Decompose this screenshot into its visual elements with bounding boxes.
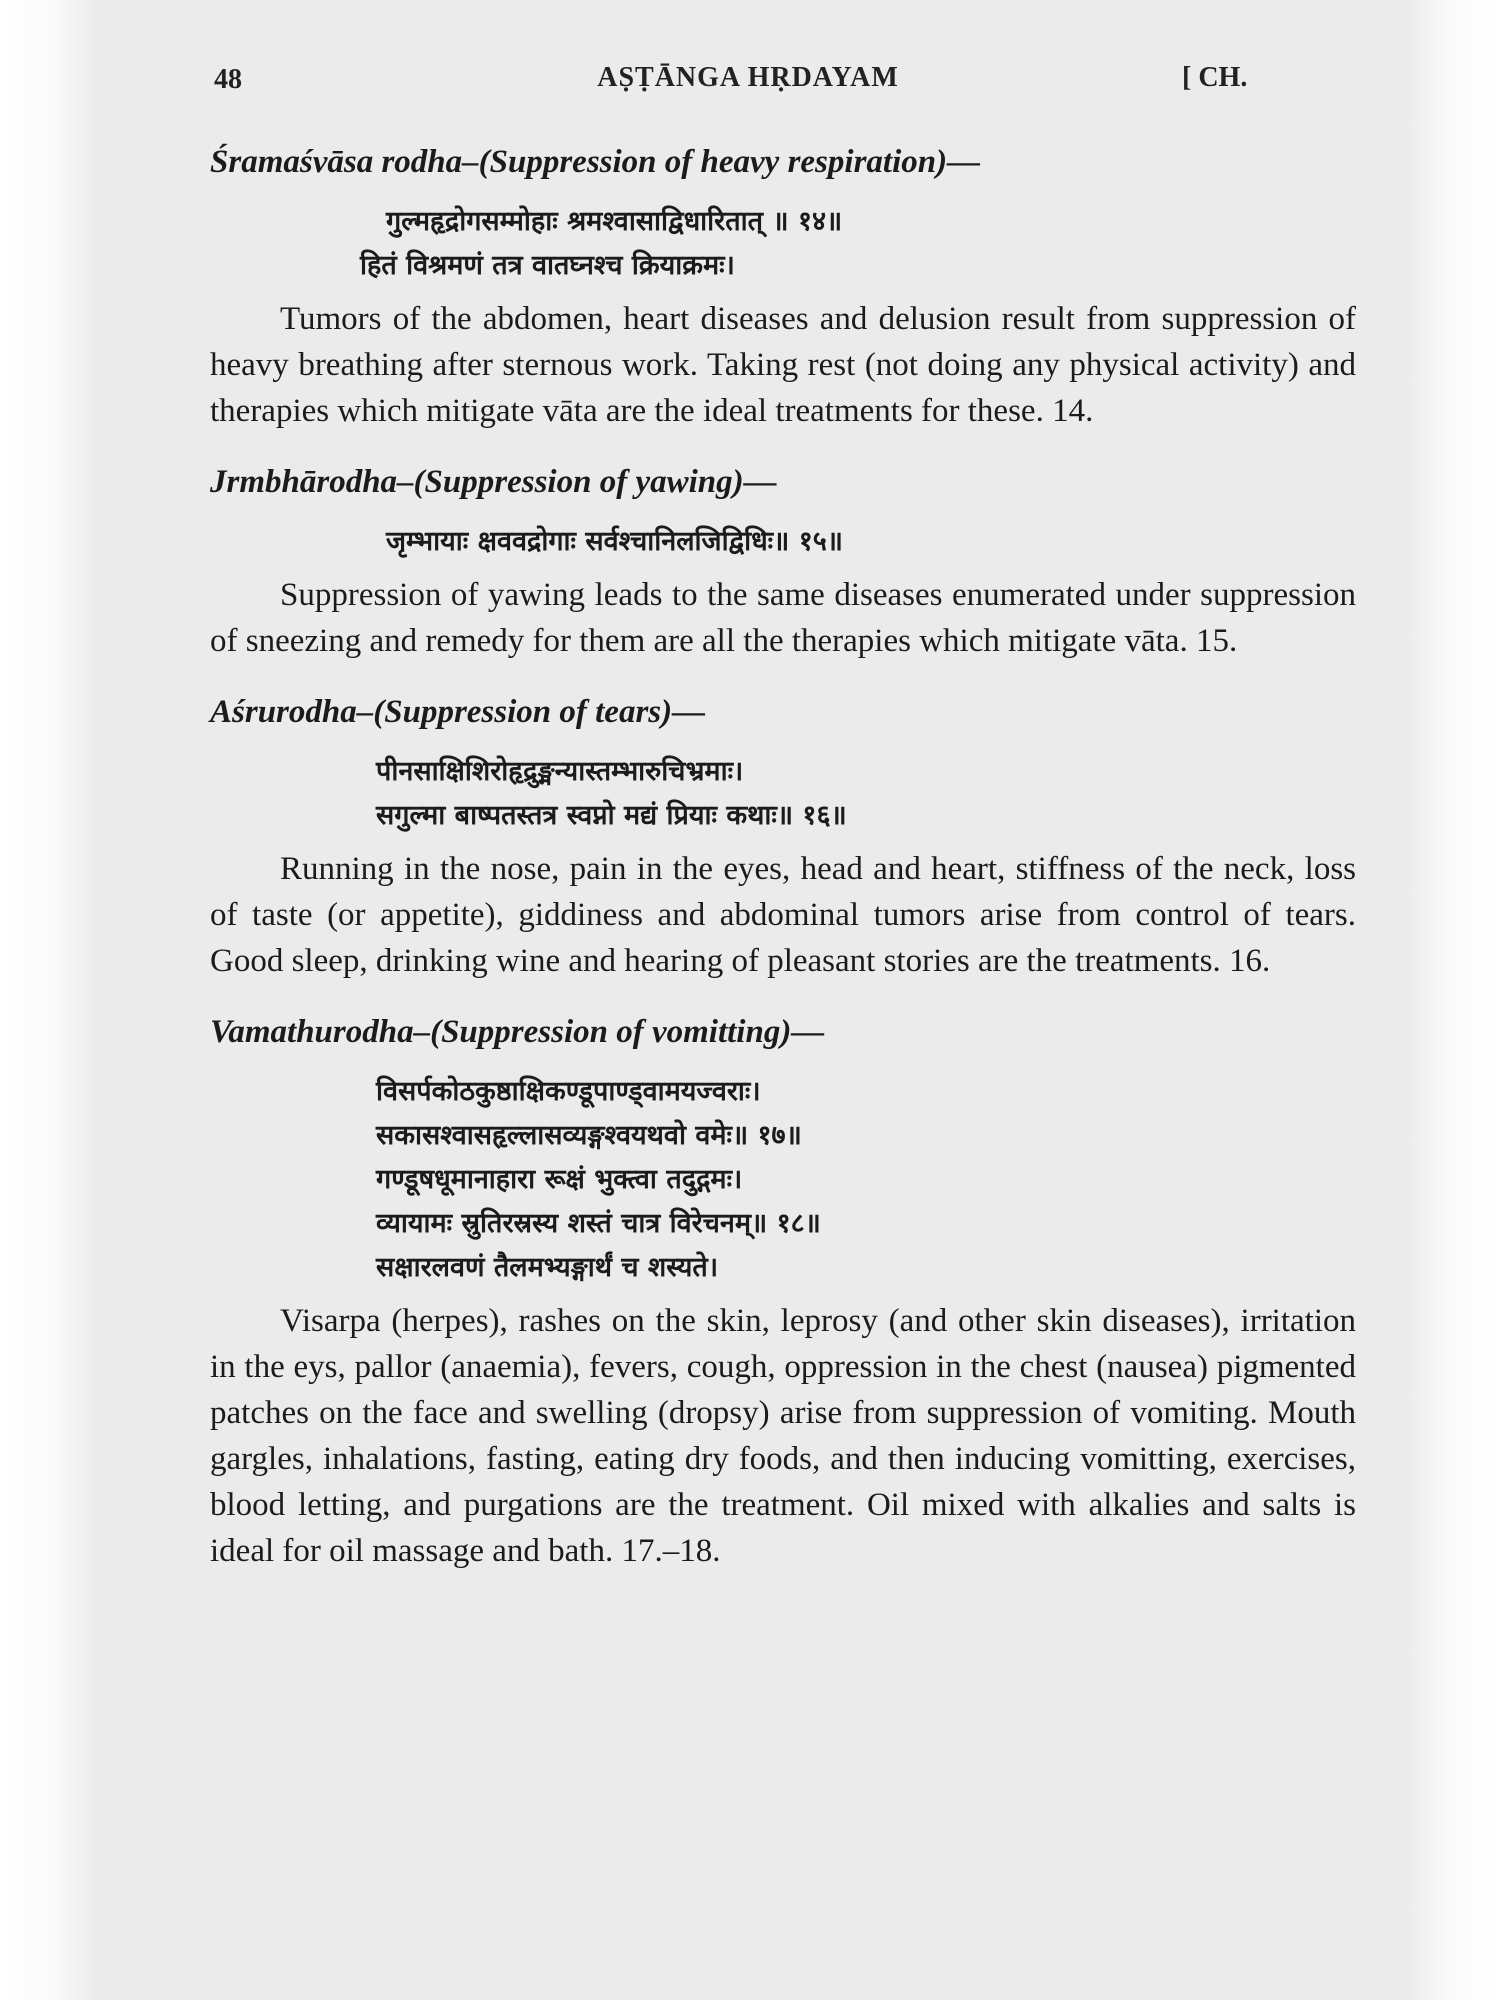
sanskrit-verse-line: गण्डूषधूमानाहारा रूक्षं भुक्त्वा तदुद्गमः। [376,1164,743,1195]
sanskrit-verse-line: व्यायामः स्रुतिरस्रस्य शस्तं चात्र विरेचनम्॥ १८॥ [376,1208,821,1239]
left-page-margin [0,0,92,2000]
book-page [92,0,1404,2000]
sanskrit-verse-line: गुल्महृद्रोगसम्मोहाः श्रमश्वासाद्विधारितात् ॥ १४॥ [386,206,843,237]
running-head [92,60,1404,100]
sanskrit-verse-block [210,750,1356,838]
translation-paragraph: Visarpa (herpes), rashes on the skin, leprosy (and other skin diseases), irritation in the eys, pallor (anaemia), fevers, cough, oppression in the chest (nausea) pigmented patches on the face and swelling (dropsy) arise from suppression of vomiting. Mouth gargles, inhalations, fasting, eating dry foods, and then inducing vomitting, exercises, blood letting, and purgations are the treatment. Oil mixed with alkalies and salts is ideal for oil massage and bath. 17.–18. [210,1303,1356,1569]
section-heading: Jrmbhārodha–(Suppression of yawing)— [210,464,777,500]
sanskrit-verse-line: सगुल्मा बाष्पतस्तत्र स्वप्नो मद्यं प्रियाः कथाः॥ १६॥ [376,800,847,831]
page-number: 48 [214,64,242,95]
translation-paragraph: Suppression of yawing leads to the same diseases enumerated under suppression of sneezing and remedy for them are all the therapies which mitigate vāta. 15. [210,577,1356,659]
chapter-mark: [ CH. [1182,62,1248,93]
section-heading: Śramaśvāsa rodha–(Suppression of heavy respiration)— [210,144,981,180]
sanskrit-verse-line: विसर्पकोठकुष्ठाक्षिकण्डूपाण्ड्वामयज्वराः। [376,1076,761,1107]
right-page-margin [1404,0,1500,2000]
section-vamathurodha [210,1010,1356,1574]
sanskrit-verse-line: सक्षारलवणं तैलमभ्यङ्गार्थं च शस्यते। [376,1252,719,1283]
page-content [210,140,1356,1600]
sanskrit-verse-line: सकासश्वासहृल्लासव्यङ्गश्वयथवो वमेः॥ १७॥ [376,1120,802,1151]
section-jrmbharodha [210,460,1356,664]
section-heading: Aśrurodha–(Suppression of tears)— [210,694,706,730]
book-title: AṢṬĀNGA HṚDAYAM [597,62,899,93]
translation-paragraph: Tumors of the abdomen, heart diseases and delusion result from suppression of heavy breathing after sternous work. Taking rest (not doing any physical activity) and therapies which mitigate vāta are the ideal treatments for these. 14. [210,301,1356,429]
sanskrit-verse-line: जृम्भायाः क्षववद्रोगाः सर्वश्चानिलजिद्विधिः॥ १५॥ [386,526,843,557]
sanskrit-verse-line: हितं विश्रमणं तत्र वातघ्नश्च क्रियाक्रमः। [360,250,735,281]
section-asrurodha [210,690,1356,984]
sanskrit-verse-block [210,1070,1356,1290]
section-sramasvasa-rodha [210,140,1356,434]
sanskrit-verse-block [210,200,1356,288]
translation-paragraph: Running in the nose, pain in the eyes, head and heart, stiffness of the neck, loss of taste (or appetite), giddiness and abdominal tumors arise from control of tears. Good sleep, drinking wine and hearing of pleasant stories are the treatments. 16. [210,851,1356,979]
sanskrit-verse-block [210,520,1356,564]
sanskrit-verse-line: पीनसाक्षिशिरोहृद्रुङ्मन्यास्तम्भारुचिभ्रमाः। [376,756,744,787]
section-heading: Vamathurodha–(Suppression of vomitting)— [210,1014,825,1050]
